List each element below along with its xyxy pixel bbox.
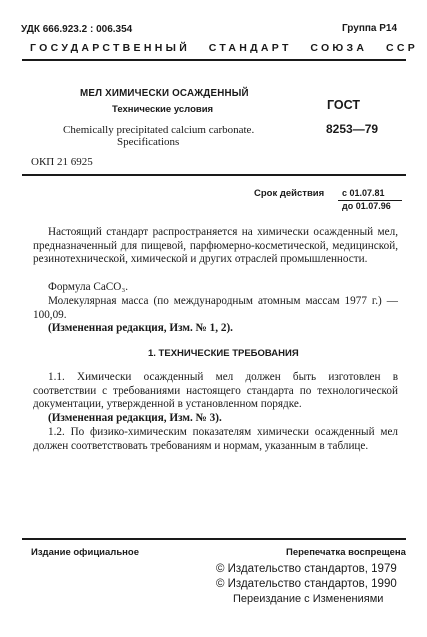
okp-code: ОКП 21 6925	[31, 156, 93, 168]
group-code: Группа Р14	[342, 23, 398, 34]
reprint-prohibited: Перепечатка воспрещена	[286, 547, 406, 558]
formula: Формула CaCO₃.	[48, 281, 129, 293]
title-rule	[22, 174, 406, 176]
clause-1-1: 1.1. Химически осажденный мел должен быть изготовлен в соответствии с требованиями настоящего стандарта по технологической документации, утвержденной в установленном порядке.	[33, 371, 398, 411]
amendment-note-3: (Измененная редакция, Изм. № 3).	[48, 412, 222, 424]
clause-1-2: 1.2. По физико-химическим показателям химически осажденный мел должен соответствовать требованиям и нормам, указанным в таблице.	[33, 426, 398, 452]
udk-code: УДК 666.923.2 : 006.354	[21, 24, 133, 35]
gost-number: 8253—79	[326, 122, 379, 136]
header-rule	[22, 59, 406, 61]
doc-title-en-2: Specifications	[117, 136, 180, 148]
doc-title-en-1: Chemically precipitated calcium carbonate.	[63, 124, 255, 136]
gost-label: ГОСТ	[327, 98, 360, 112]
council-title: ГОСУДАРСТВЕННЫЙ СТАНДАРТ СОЮЗА ССР	[30, 42, 419, 54]
footer-rule	[22, 538, 406, 540]
validity-label: Срок действия	[254, 188, 325, 199]
section-heading: 1. ТЕХНИЧЕСКИЕ ТРЕБОВАНИЯ	[148, 348, 299, 359]
validity-to: до 01.07.96	[342, 201, 391, 211]
doc-title: МЕЛ ХИМИЧЕСКИ ОСАЖДЕННЫЙ	[80, 88, 249, 99]
copyright-1990: © Издательство стандартов, 1990	[216, 578, 397, 590]
validity-from: с 01.07.81	[342, 188, 385, 198]
copyright-1979: © Издательство стандартов, 1979	[216, 563, 397, 575]
reissue-note: Переиздание с Изменениями	[233, 593, 384, 605]
intro-paragraph: Настоящий стандарт распространяется на химически осажденный мел, предназначенный для пищевой, парфюмерно-косметической, медицинской, резинотехнической, химической и других отраслей промышленности.	[33, 226, 398, 266]
amendment-note-1: (Измененная редакция, Изм. № 1, 2).	[48, 322, 233, 334]
molecular-mass: Молекулярная масса (по международным атомным массам 1977 г.) — 100,09.	[33, 295, 398, 321]
doc-subtitle: Технические условия	[112, 104, 214, 115]
official-edition: Издание официальное	[31, 547, 139, 558]
